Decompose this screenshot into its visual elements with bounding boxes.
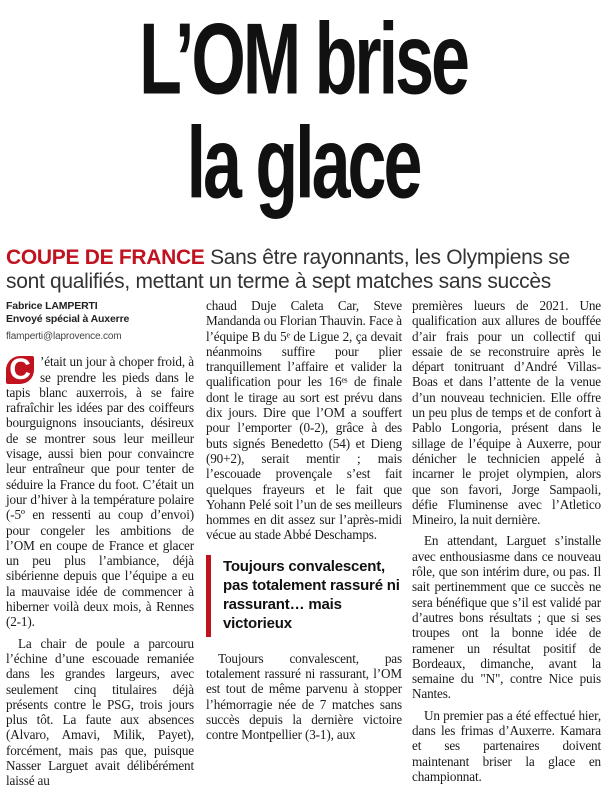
pull-quote: Toujours convalescent, pas totalement rassuré ni rassurant… mais victorieux xyxy=(206,555,402,637)
headline-line-2: la glace xyxy=(186,106,420,220)
paragraph-text: ’était un jour à choper froid, à se prendre les pieds dans le tapis blanc auxerrois, à se faire rafraîchir les idées par des coiffeurs bourguignons insouciants, désireux de se montrer sous leur meilleur visage, aussi bien pour convaincre leur entraîneur que pour tenter de séduire la France du foot. C’était un jour d’hiver à la température polaire (-5º en ressenti au coup d’envoi) pour congeler les ambitions de l’OM en coupe de France et glacer un peu plus l’ambiance, déjà sibérienne depuis que l’équipe a eu la mauvaise idée de commencer à hiberner voilà deux mois, à Rennes (2-1). xyxy=(6,354,194,630)
paragraph: premières lueurs de 2021. Une qualification aux allures de bouffée d’air frais pour un collectif qui essaie de se reconstruire après le départ tonitruant d’André Villas-Boas et dans l’attente de la venue d’un nouveau technicien. Elle offre un peu plus de temps et de confort à Pablo Longoria, présent dans le sillage de l’équipe à Auxerre, pour dénicher le technicien appelé à incarner le projet olympien, alors que son favori, Jorge Sampaoli, défie Fluminense avec l’Atletico Mineiro, la nuit dernière. xyxy=(412,298,601,528)
article-column-1 xyxy=(6,300,194,795)
paragraph: Toujours convalescent, pas totalement rassuré ni rassurant, l’OM est tout de même parvenu à stopper l’hémorragie née de 7 matches sans succès depuis la dernière victoire contre Montpellier (3-1), aux xyxy=(206,650,402,743)
byline-role: Envoyé spécial à Auxerre xyxy=(6,313,130,325)
standfirst xyxy=(6,246,600,294)
headline-line-1: L’OM brise xyxy=(139,2,467,116)
paragraph: chaud Duje Caleta Car, Steve Mandanda ou Florian Thauvin. Face à l’équipe B du 5ᵉ de Ligue 2, ça devait néanmoins suffire pour plier tranquillement l’affaire et valider la qualification pour les 16ᵉˢ de finale dont le tirage au sort est prévu dans dix jours. Dire que l’OM a souffert pour l’emporter (0-2), grâce à des buts signés Benedetto (54) et Dieng (90+2), serait mentir ; mais l’escouade provençale s’est fait quelques frayeurs et le fait que Yohann Pelé soit l’un de ses meilleurs hommes en dit assez sur l’après-midi vécue au stade Abbé Deschamps. xyxy=(206,298,402,543)
article-column-3 xyxy=(412,298,601,790)
article-column-2 xyxy=(206,298,402,749)
paragraph: Un premier pas a été effectué hier, dans les frimas d’Auxerre. Kamara et ses partenaires doivent maintenant briser la glace en championnat. xyxy=(412,707,601,784)
paragraph: En attendant, Larguet s’installe avec enthousiasme dans ce nouveau rôle, que son intérim dure, ou pas. Il sait pertinemment que ce succès ne sera bénéfique que s’il est validé par d’autres bons résultats ; que si ses troupes ont la bonne idée de ramener un résultat positif de Bordeaux, dimanche, avant la semaine du "N", contre Nice puis Nantes. xyxy=(412,533,601,702)
standfirst-text: Sans être rayonnants, les Olympiens se sont qualifiés, mettant un terme à sept matches sans succès xyxy=(6,246,570,293)
drop-cap: C xyxy=(6,356,34,384)
paragraph xyxy=(6,354,194,629)
section-kicker: COUPE DE FRANCE xyxy=(6,246,205,269)
byline-author: Fabrice LAMPERTI xyxy=(6,300,98,312)
paragraph: La chair de poule a parcouru l’échine d’une escouade remaniée dans les grandes largeurs, avec seulement cinq titulaires déjà présents contre le PSG, trois jours plus tôt. La faute aux absences (Alvaro, Amavi, Milik, Payet), forcément, mais pas que, puisque Nasser Larguet avait délibérément laissé au xyxy=(6,635,194,789)
byline-email[interactable]: flamperti@laprovence.com xyxy=(6,331,122,342)
